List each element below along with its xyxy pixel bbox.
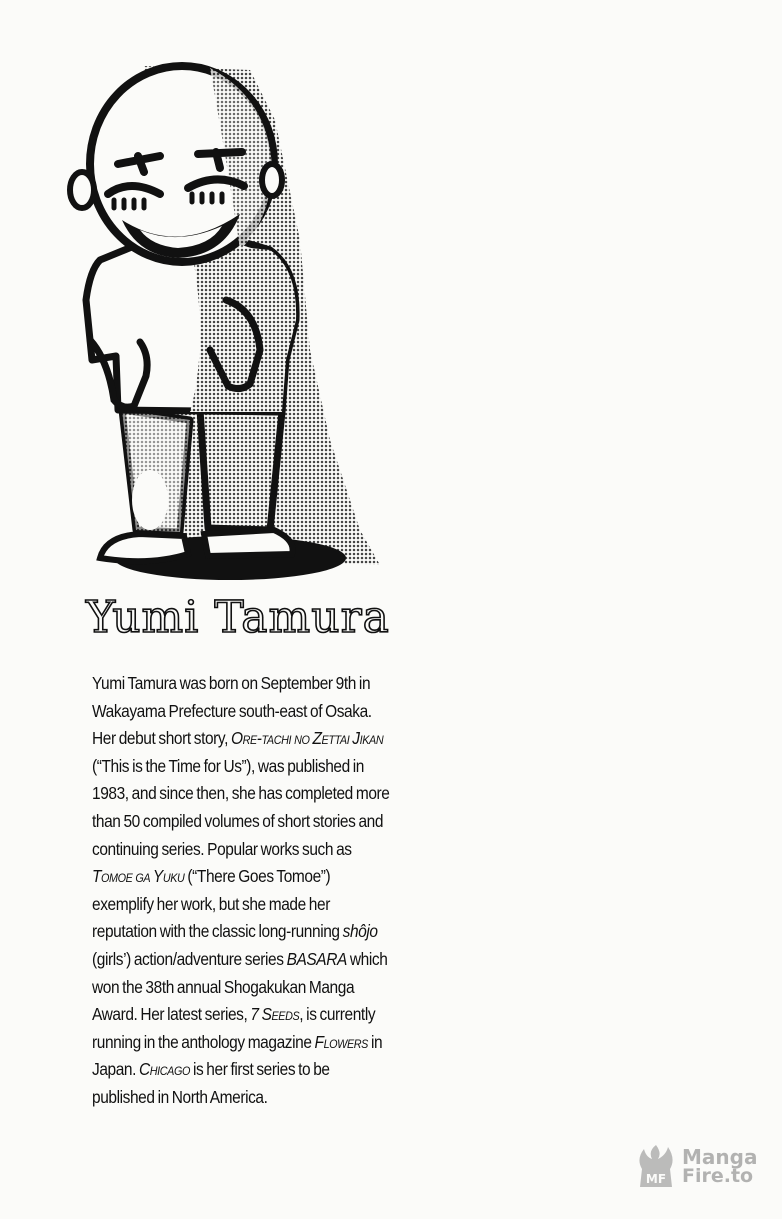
svg-text:MF: MF [645,1172,667,1186]
bio-text: , is currently running in the anthology magazine [92,1004,376,1052]
bio-title-chicago: Chicago [139,1059,190,1080]
site-watermark [636,1140,766,1192]
bio-text: in Japan. [92,1031,383,1080]
author-biography [92,670,390,1112]
bio-text: (“There Goes Tomoe”) exemplify her work, but she made her reputation with the classic long-running [92,866,343,942]
watermark-line1: Manga [682,1144,758,1169]
author-name-heading: Yumi Tamura [86,592,390,643]
watermark-line2: Fire.to [682,1164,754,1187]
bio-text: (“This is the Time for Us”), was published in 1983, and since then, she has completed more than 50 compiled volumes of short stories and continuing series. Popular works such as [92,755,390,859]
bio-term-shojo: shôjo [342,921,378,942]
mangafire-logo-icon [636,1143,676,1189]
bio-title-debut: Ore-tachi no Zettai Jikan [230,728,384,749]
author-caricature-illustration [60,60,400,600]
bio-title-7seeds: 7 Seeds [250,1004,300,1025]
bio-text: (girls’) action/adventure series [92,948,287,969]
bio-title-flowers: Flowers [314,1031,368,1052]
biography-paragraph [92,670,393,1112]
bio-title-basara: BASARA [286,948,347,969]
bio-text: which won the 38th annual Shogakukan Manga Award. Her latest series, [92,948,388,1025]
bio-text: Yumi Tamura was born on September 9th in Wakayama Prefecture south-east of Osaka. Her debut short story, [92,673,372,749]
bio-title-tomoe: Tomoe ga Yuku [92,866,185,887]
bio-text: is her first series to be published in North America. [92,1059,330,1107]
